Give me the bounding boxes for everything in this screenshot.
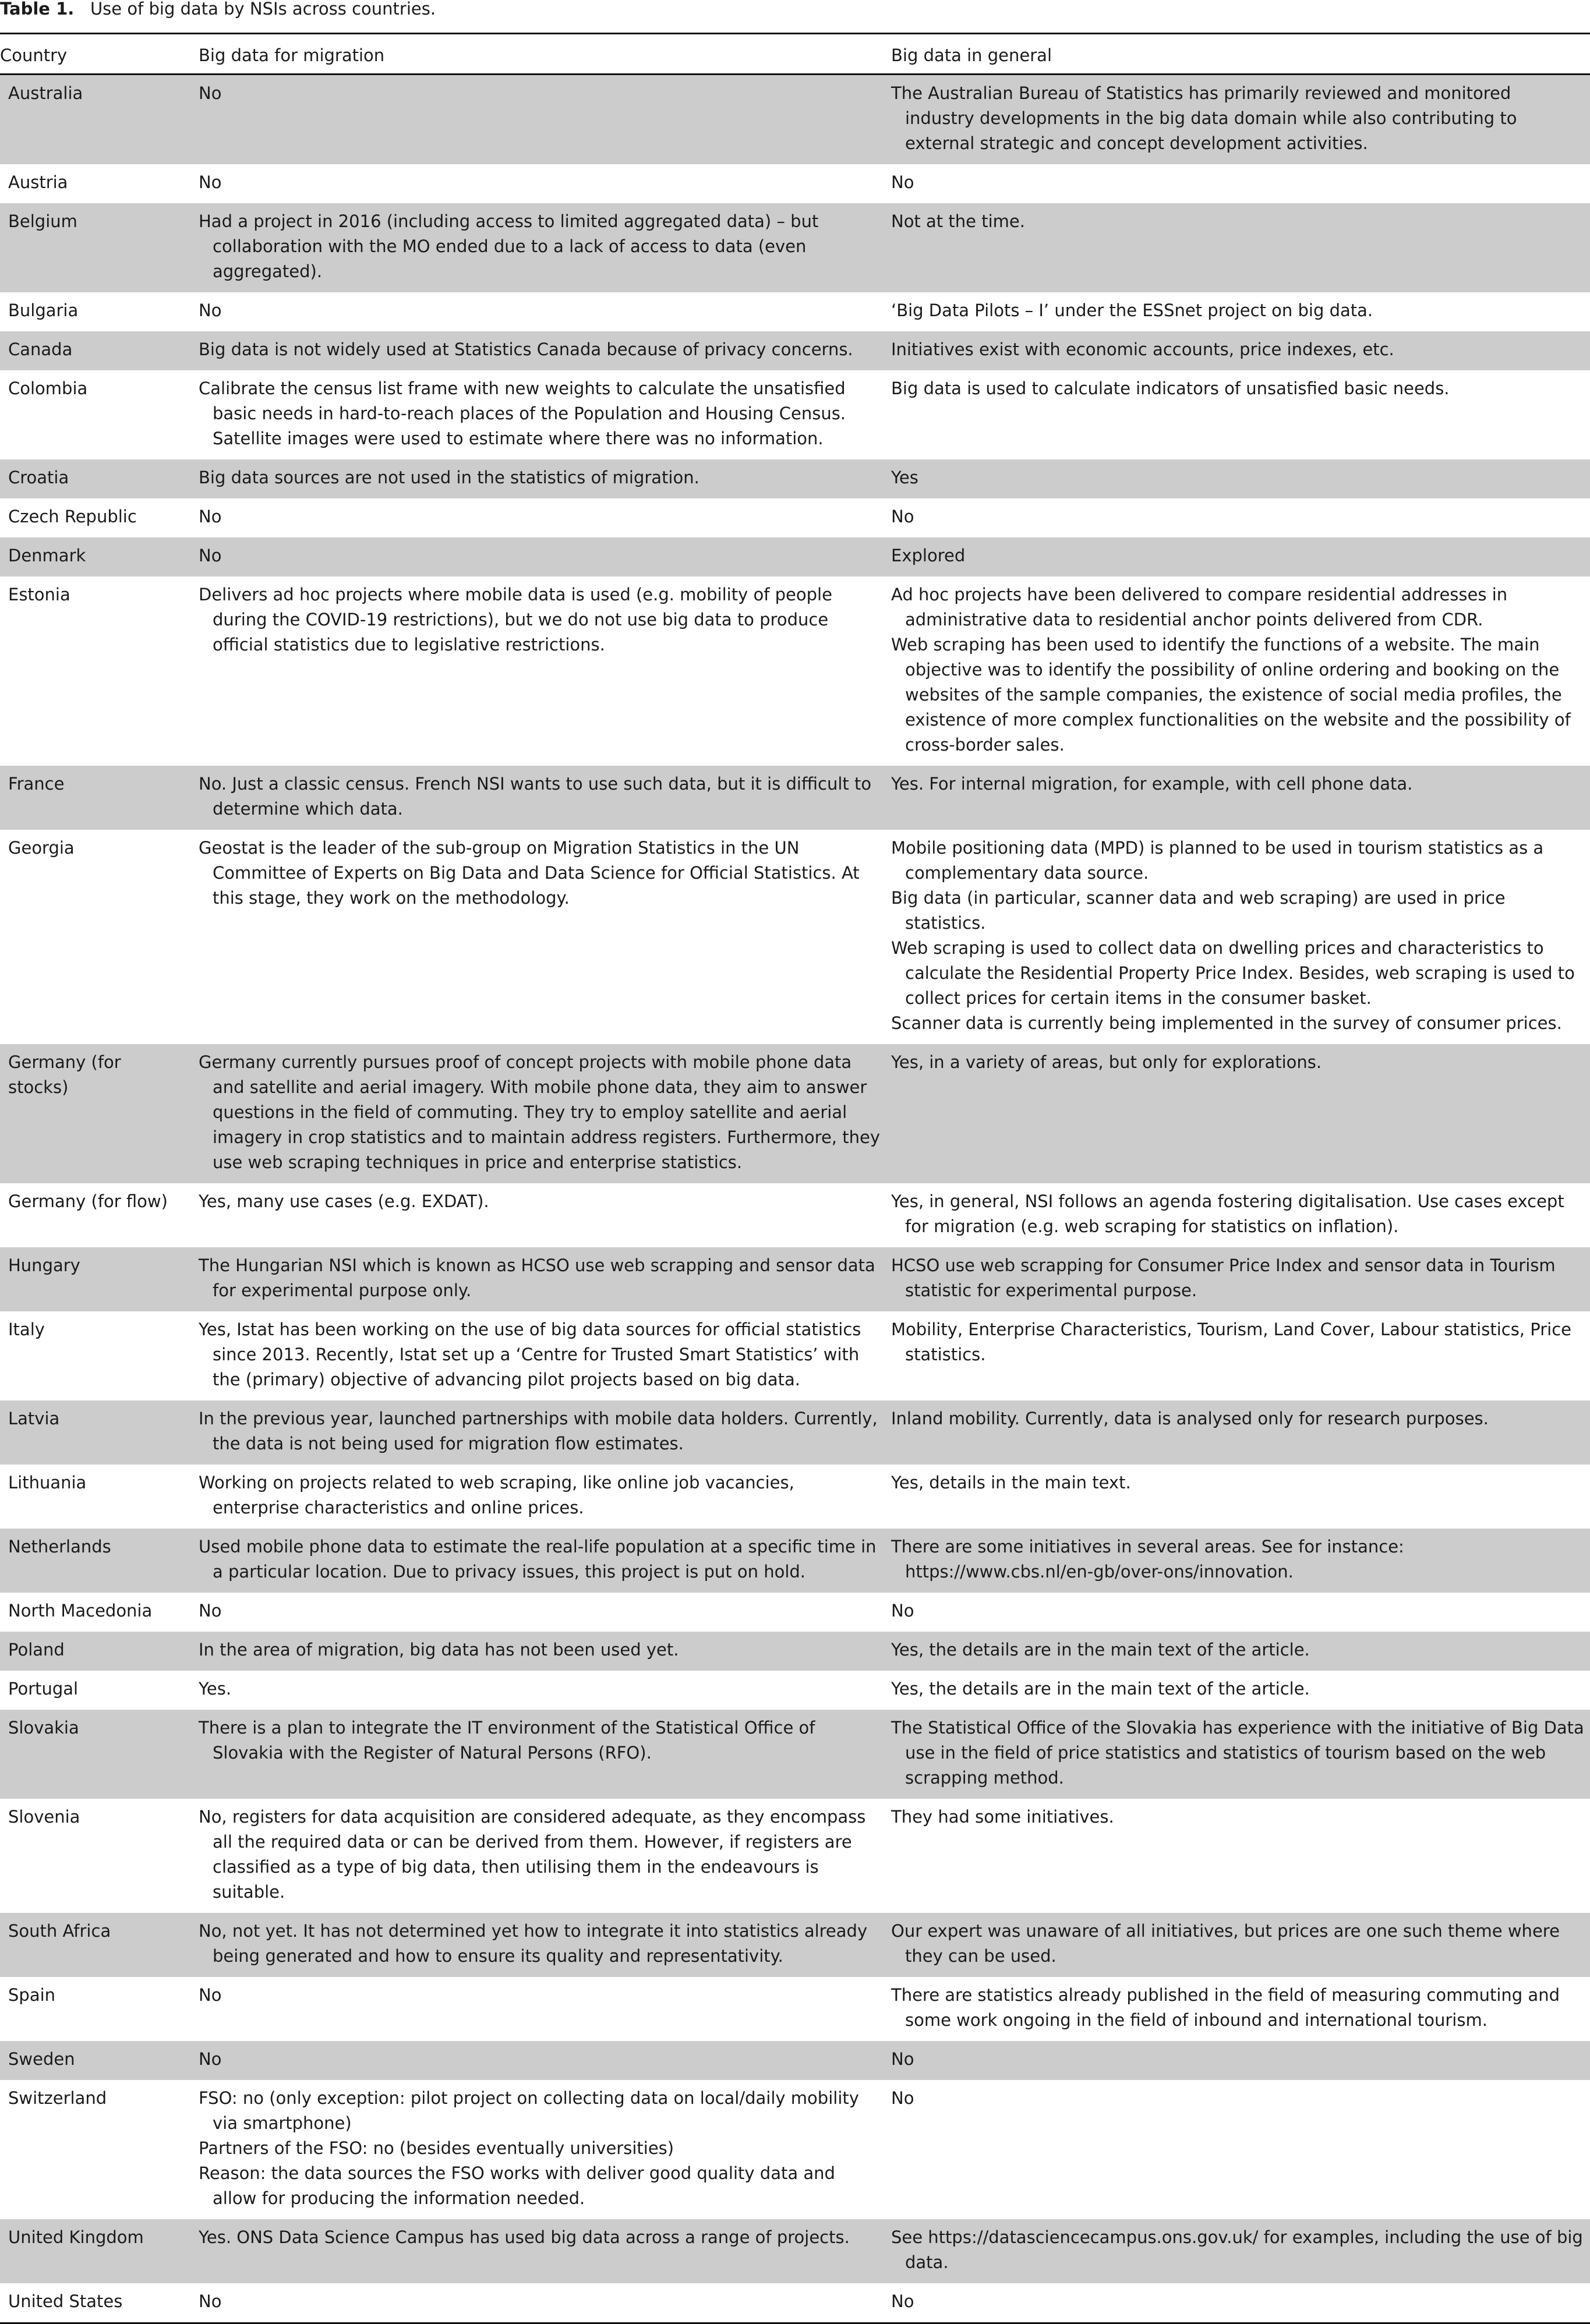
general-cell — [888, 498, 1590, 537]
general-cell — [888, 459, 1590, 498]
cell-paragraph: There are some initiatives in several areas. See for instance: https://www.cbs.nl/en-gb/over-ons/innovation. — [891, 1537, 1404, 1582]
cell-paragraph: HCSO use web scrapping for Consumer Price Index and sensor data in Tourism statistic for experimental purpose. — [891, 1255, 1556, 1300]
cell-paragraph: Yes, in general, NSI follows an agenda fostering digitalisation. Use cases except for migration (e.g. web scraping for statistics on inflation). — [891, 1191, 1564, 1236]
cell-paragraph: No — [891, 1601, 914, 1621]
table-row — [0, 1183, 1590, 1247]
cell-paragraph: In the previous year, launched partnerships with mobile data holders. Currently, the data is not being used for migration flow estimates. — [199, 1409, 878, 1453]
cell-paragraph: No — [199, 1985, 222, 2005]
table-caption-label: Table 1. — [0, 0, 75, 19]
country-cell: Australia — [0, 75, 189, 165]
table-row — [0, 576, 1590, 766]
cell-paragraph: Yes. ONS Data Science Campus has used big data across a range of projects. — [199, 2227, 850, 2247]
migration-cell — [189, 1529, 888, 1593]
country-cell: Latvia — [0, 1400, 189, 1465]
country-cell: Slovenia — [8, 1807, 80, 1827]
general-cell — [888, 2283, 1590, 2323]
migration-cell — [189, 1977, 888, 2041]
cell-paragraph: Not at the time. — [891, 211, 1025, 231]
cell-paragraph: Explored — [891, 546, 966, 565]
table-row — [0, 331, 1590, 370]
migration-cell — [189, 331, 888, 370]
cell-paragraph: Yes, Istat has been working on the use of big data sources for official statistics since 2013. Recently, Istat set up a ‘Centre for Trusted Smart Statistics’ with the (primary) objective of advancing pilot projects based on big data. — [199, 1320, 861, 1389]
cell-paragraph: ‘Big Data Pilots – I’ under the ESSnet project on big data. — [891, 300, 1373, 320]
cell-paragraph: Web scraping is used to collect data on dwelling prices and characteristics to calculate the Residential Property Price Index. Besides, web scraping is used to collect prices for certain items in the consumer basket. — [891, 938, 1575, 1008]
big-data-table — [0, 33, 1590, 2324]
cell-paragraph: The Australian Bureau of Statistics has primarily reviewed and monitored industry developments in the big data domain while also contributing to external strategic and concept development activities. — [891, 83, 1517, 153]
table-row — [0, 1465, 1590, 1529]
migration-cell — [189, 164, 888, 203]
table-row — [0, 2041, 1590, 2080]
cell-paragraph: No — [199, 1601, 222, 1621]
table-row — [0, 2219, 1590, 2283]
table-row — [0, 1710, 1590, 1799]
country-cell: Austria — [8, 172, 68, 192]
table-header — [0, 34, 1590, 75]
general-cell — [888, 331, 1590, 370]
migration-cell — [189, 1913, 888, 1977]
table-row — [0, 1913, 1590, 1977]
table-header-row — [0, 34, 1590, 75]
cell-paragraph: Big data sources are not used in the statistics of migration. — [199, 468, 699, 487]
general-cell — [888, 2219, 1590, 2283]
cell-paragraph: Yes, the details are in the main text of the article. — [891, 1640, 1310, 1660]
cell-paragraph: There are statistics already published in the field of measuring commuting and some work ongoing in the field of inbound and international tourism. — [891, 1985, 1560, 2030]
cell-paragraph: Mobility, Enterprise Characteristics, Tourism, Land Cover, Labour statistics, Price statistics. — [891, 1320, 1571, 1364]
table-row — [0, 370, 1590, 459]
country-cell: Italy — [8, 1320, 45, 1339]
migration-cell — [189, 292, 888, 331]
cell-paragraph: Germany currently pursues proof of concept projects with mobile phone data and satellite and aerial imagery. With mobile phone data, they aim to answer questions in the field of commuting. They try to employ satellite and aerial imagery in crop statistics and to maintain address registers. Furthermore, they use web scraping techniques in price and enterprise statistics. — [199, 1052, 880, 1172]
table-row — [0, 1529, 1590, 1593]
country-cell: Spain — [8, 1985, 56, 2005]
general-cell — [888, 1044, 1590, 1183]
cell-paragraph: In the area of migration, big data has not been used yet. — [199, 1640, 679, 1660]
country-cell: Germany (for stocks) — [0, 1044, 189, 1183]
migration-cell — [189, 2219, 888, 2283]
country-cell: Bulgaria — [8, 300, 79, 320]
cell-paragraph: No — [199, 546, 222, 565]
country-cell: Slovakia — [0, 1710, 189, 1799]
migration-cell — [189, 1632, 888, 1671]
general-cell — [888, 2080, 1590, 2219]
migration-cell — [189, 1400, 888, 1465]
cell-paragraph: Delivers ad hoc projects where mobile data is used (e.g. mobility of people during the COVID-19 restrictions), but we do not use big data to produce official statistics due to legislative restrictions. — [199, 585, 832, 655]
general-cell — [888, 1183, 1590, 1247]
table-body — [0, 75, 1590, 2323]
general-cell — [888, 75, 1590, 165]
cell-paragraph: There is a plan to integrate the IT environment of the Statistical Office of Slovakia with the Register of Natural Persons (RFO). — [199, 1718, 815, 1763]
table-row — [0, 2080, 1590, 2219]
cell-paragraph: Calibrate the census list frame with new weights to calculate the unsatisfied basic needs in hard-to-reach places of the Population and Housing Census. Satellite images were used to estimate where there was no information. — [199, 379, 846, 448]
cell-paragraph: Yes — [891, 468, 918, 487]
migration-cell — [189, 2041, 888, 2080]
country-cell: Sweden — [0, 2041, 189, 2080]
cell-paragraph: Big data (in particular, scanner data and web scraping) are used in price statistics. — [891, 888, 1506, 933]
general-cell — [888, 1529, 1590, 1593]
table-row — [0, 1671, 1590, 1710]
cell-paragraph: Yes, many use cases (e.g. EXDAT). — [199, 1191, 489, 1211]
cell-paragraph: No, not yet. It has not determined yet how to integrate it into statistics already being generated and how to ensure its quality and representativity. — [199, 1921, 868, 1966]
cell-paragraph: No — [891, 2291, 914, 2311]
migration-cell — [189, 1247, 888, 1311]
general-cell — [888, 292, 1590, 331]
general-cell — [888, 766, 1590, 830]
general-cell — [888, 1710, 1590, 1799]
cell-paragraph: No — [199, 172, 222, 192]
country-cell: North Macedonia — [8, 1601, 153, 1621]
cell-paragraph: Yes. For internal migration, for example, with cell phone data. — [891, 774, 1413, 794]
general-cell — [888, 1913, 1590, 1977]
cell-paragraph: Working on projects related to web scraping, like online job vacancies, enterprise characteristics and online prices. — [199, 1473, 794, 1518]
cell-paragraph: No — [891, 507, 914, 526]
migration-cell — [189, 75, 888, 165]
cell-paragraph: Mobile positioning data (MPD) is planned to be used in tourism statistics as a complementary data source. — [891, 838, 1544, 883]
cell-paragraph: Had a project in 2016 (including access to limited aggregated data) – but collaboration with the MO ended due to a lack of access to data (even aggregated). — [199, 211, 819, 281]
migration-cell — [189, 1799, 888, 1913]
table-row — [0, 459, 1590, 498]
cell-paragraph: No. Just a classic census. French NSI wants to use such data, but it is difficult to determine which data. — [199, 774, 872, 819]
country-cell: Poland — [0, 1632, 189, 1671]
column-header-general: Big data in general — [888, 34, 1590, 75]
migration-cell — [189, 370, 888, 459]
table-row — [0, 2283, 1590, 2323]
migration-cell — [189, 1671, 888, 1710]
general-cell — [888, 537, 1590, 576]
table-row — [0, 1632, 1590, 1671]
migration-cell — [189, 498, 888, 537]
cell-paragraph: Yes, in a variety of areas, but only for explorations. — [891, 1052, 1322, 1072]
general-cell — [888, 1632, 1590, 1671]
cell-paragraph: Geostat is the leader of the sub-group on Migration Statistics in the UN Committee of Experts on Big Data and Data Science for Official Statistics. At this stage, they work on the methodology. — [199, 838, 860, 908]
migration-cell — [189, 766, 888, 830]
country-cell: Switzerland — [8, 2088, 107, 2108]
country-cell: Croatia — [0, 459, 189, 498]
migration-cell — [189, 576, 888, 766]
cell-paragraph: No, registers for data acquisition are considered adequate, as they encompass all the required data or can be derived from them. However, if registers are classified as a type of big data, then utilising them in the endeavours is suitable. — [199, 1807, 866, 1902]
cell-paragraph: No — [891, 172, 914, 192]
cell-paragraph: Yes, details in the main text. — [891, 1473, 1131, 1492]
cell-paragraph: No — [199, 300, 222, 320]
migration-cell — [189, 830, 888, 1044]
cell-paragraph: FSO: no (only exception: pilot project on collecting data on local/daily mobility via smartphone) — [199, 2088, 859, 2133]
table-row — [0, 830, 1590, 1044]
cell-paragraph: Partners of the FSO: no (besides eventually universities) — [199, 2138, 674, 2158]
general-cell — [888, 1400, 1590, 1465]
cell-paragraph: No — [199, 2049, 222, 2069]
country-cell: Estonia — [8, 585, 70, 604]
cell-paragraph: Big data is used to calculate indicators of unsatisfied basic needs. — [891, 379, 1450, 398]
country-cell: Netherlands — [0, 1529, 189, 1593]
country-cell: Portugal — [8, 1679, 79, 1699]
migration-cell — [189, 1465, 888, 1529]
migration-cell — [189, 2080, 888, 2219]
table-row — [0, 1247, 1590, 1311]
cell-paragraph: Big data is not widely used at Statistics Canada because of privacy concerns. — [199, 339, 853, 359]
country-cell: United Kingdom — [0, 2219, 189, 2283]
column-header-migration: Big data for migration — [189, 34, 888, 75]
general-cell — [888, 1671, 1590, 1710]
migration-cell — [189, 2283, 888, 2323]
cell-paragraph: Web scraping has been used to identify the functions of a website. The main objective was to identify the possibility of online ordering and booking on the websites of the sample companies, the existence of social media profiles, the existence of more complex functionalities on the website and the possibility of cross-border sales. — [891, 635, 1571, 755]
country-cell: Canada — [0, 331, 189, 370]
general-cell — [888, 164, 1590, 203]
migration-cell — [189, 1593, 888, 1632]
table-row — [0, 1799, 1590, 1913]
table-row — [0, 766, 1590, 830]
cell-paragraph: Yes. — [199, 1679, 232, 1699]
cell-paragraph: Ad hoc projects have been delivered to compare residential addresses in administrative data to residential anchor points delivered from CDR. — [891, 585, 1508, 629]
table-row — [0, 537, 1590, 576]
cell-paragraph: Our expert was unaware of all initiatives, but prices are one such theme where they can be used. — [891, 1921, 1560, 1966]
cell-paragraph: No — [199, 507, 222, 526]
table-row — [0, 75, 1590, 165]
general-cell — [888, 203, 1590, 292]
cell-paragraph: No — [891, 2049, 914, 2069]
migration-cell — [189, 1044, 888, 1183]
table-row — [0, 1400, 1590, 1465]
migration-cell — [189, 1710, 888, 1799]
cell-paragraph: Used mobile phone data to estimate the real-life population at a specific time in a particular location. Due to privacy issues, this project is put on hold. — [199, 1537, 877, 1582]
cell-paragraph: No — [199, 83, 222, 103]
general-cell — [888, 370, 1590, 459]
country-cell: Belgium — [0, 203, 189, 292]
country-cell: United States — [0, 2283, 189, 2323]
country-cell: Hungary — [0, 1247, 189, 1311]
column-header-country: Country — [0, 34, 189, 75]
table-row — [0, 164, 1590, 203]
migration-cell — [189, 537, 888, 576]
country-cell: Georgia — [8, 838, 75, 858]
table-row — [0, 498, 1590, 537]
general-cell — [888, 830, 1590, 1044]
migration-cell — [189, 1311, 888, 1400]
country-cell: France — [0, 766, 189, 830]
migration-cell — [189, 1183, 888, 1247]
cell-paragraph: Reason: the data sources the FSO works with deliver good quality data and allow for producing the information needed. — [199, 2163, 835, 2208]
migration-cell — [189, 203, 888, 292]
general-cell — [888, 576, 1590, 766]
cell-paragraph: No — [891, 2088, 914, 2108]
cell-paragraph: Yes, the details are in the main text of the article. — [891, 1679, 1310, 1699]
country-cell: South Africa — [0, 1913, 189, 1977]
cell-paragraph: Inland mobility. Currently, data is analysed only for research purposes. — [891, 1409, 1489, 1428]
table-row — [0, 1044, 1590, 1183]
general-cell — [888, 1593, 1590, 1632]
general-cell — [888, 1799, 1590, 1913]
cell-paragraph: They had some initiatives. — [891, 1807, 1114, 1827]
cell-paragraph: No — [199, 2291, 222, 2311]
country-cell: Denmark — [0, 537, 189, 576]
general-cell — [888, 1247, 1590, 1311]
table-row — [0, 292, 1590, 331]
migration-cell — [189, 459, 888, 498]
general-cell — [888, 1311, 1590, 1400]
cell-paragraph: Initiatives exist with economic accounts, price indexes, etc. — [891, 339, 1394, 359]
cell-paragraph: The Hungarian NSI which is known as HCSO use web scrapping and sensor data for experimental purpose only. — [199, 1255, 875, 1300]
general-cell — [888, 1465, 1590, 1529]
table-row — [0, 1593, 1590, 1632]
table-caption — [0, 0, 1590, 33]
country-cell: Lithuania — [8, 1473, 87, 1492]
general-cell — [888, 1977, 1590, 2041]
general-cell — [888, 2041, 1590, 2080]
cell-paragraph: The Statistical Office of the Slovakia has experience with the initiative of Big Data use in the field of price statistics and statistics of tourism based on the web scrapping method. — [891, 1718, 1584, 1788]
country-cell: Germany (for flow) — [8, 1191, 168, 1211]
cell-paragraph: See https://datasciencecampus.ons.gov.uk/ for examples, including the use of big data. — [891, 2227, 1583, 2272]
country-cell: Czech Republic — [8, 507, 137, 526]
cell-paragraph: Scanner data is currently being implemented in the survey of consumer prices. — [891, 1013, 1562, 1033]
country-cell: Colombia — [8, 379, 88, 398]
table-row — [0, 1977, 1590, 2041]
table-row — [0, 1311, 1590, 1400]
table-caption-text: Use of big data by NSIs across countries. — [90, 0, 436, 19]
table-row — [0, 203, 1590, 292]
